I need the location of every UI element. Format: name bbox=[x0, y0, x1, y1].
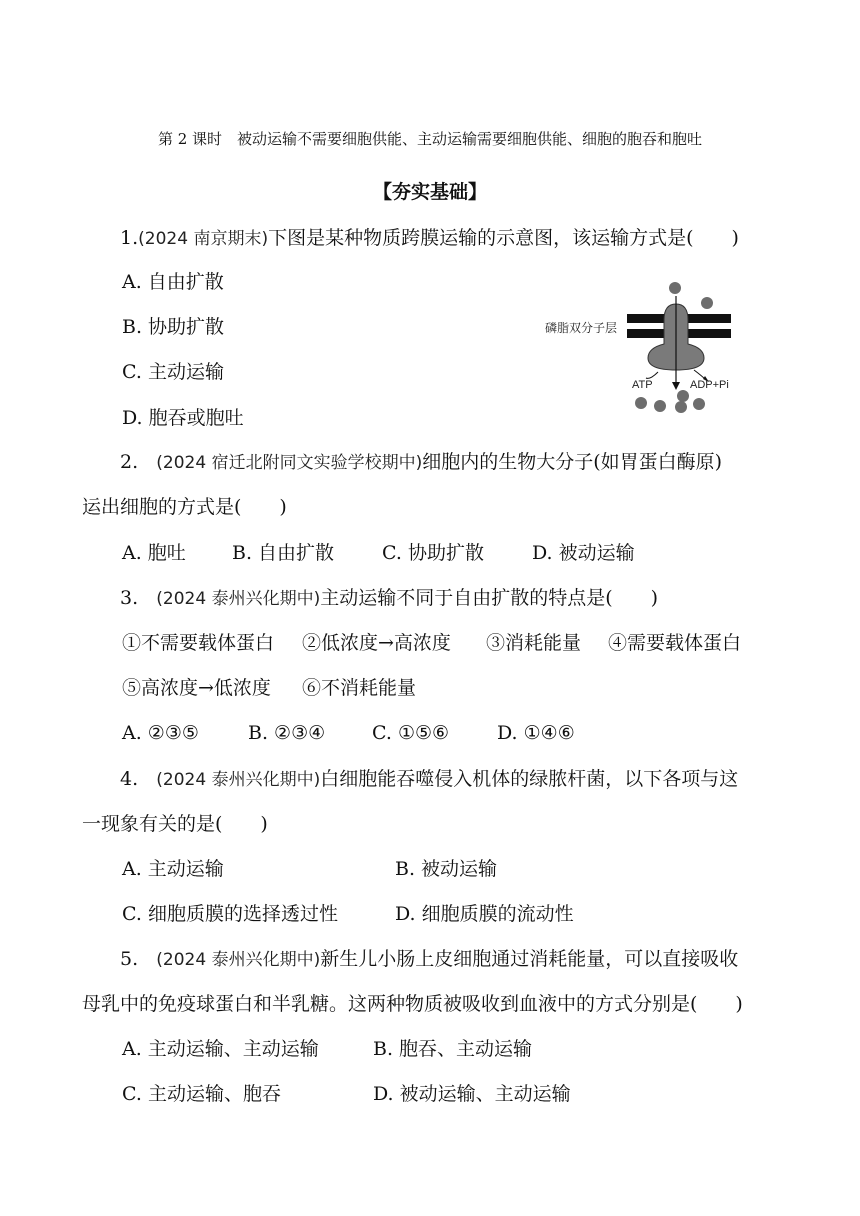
statement-6: ⑥不消耗能量 bbox=[302, 677, 417, 699]
statement-1: ①不需要载体蛋白 bbox=[122, 632, 275, 654]
question-1-stem bbox=[120, 226, 739, 251]
molecule-inside bbox=[654, 400, 666, 412]
molecule-inside bbox=[677, 390, 689, 402]
question-number: 1. bbox=[120, 227, 139, 249]
option-a[interactable]: A. 胞吐 bbox=[122, 542, 186, 564]
option-d[interactable]: D. 被动运输 bbox=[532, 542, 635, 564]
adp-label: ADP+Pi bbox=[690, 379, 729, 391]
option-a[interactable]: A. 主动运输 bbox=[122, 858, 224, 880]
lesson-title: 第 2 课时 被动运输不需要细胞供能、主动运输需要细胞供能、细胞的胞吞和胞吐 bbox=[157, 130, 703, 148]
statement-3: ③消耗能量 bbox=[486, 632, 582, 654]
question-2-stem bbox=[120, 450, 722, 475]
atp-label: ATP bbox=[632, 379, 653, 391]
option-b[interactable]: B. 自由扩散 bbox=[232, 542, 335, 564]
option-a[interactable]: A. 主动运输、主动运输 bbox=[122, 1038, 319, 1060]
question-3-stem bbox=[120, 586, 658, 611]
option-c[interactable]: C. 主动运输、胞吞 bbox=[122, 1083, 281, 1105]
question-source: (2024 宿迁北附同文实验学校期中) bbox=[156, 453, 423, 473]
question-5-stem bbox=[120, 947, 738, 972]
molecule-inside bbox=[675, 401, 687, 413]
statement-5: ⑤高浓度→低浓度 bbox=[122, 677, 271, 699]
molecule-outside bbox=[669, 282, 681, 294]
question-4-stem bbox=[120, 767, 738, 792]
question-text: 白细胞能吞噬侵入机体的绿脓杆菌，以下各项与这 bbox=[320, 768, 739, 790]
question-number: 4. bbox=[120, 768, 139, 790]
atp-arrow bbox=[646, 372, 658, 378]
membrane-transport-diagram bbox=[540, 276, 740, 416]
question-text: 新生儿小肠上皮细胞通过消耗能量，可以直接吸收 bbox=[320, 948, 739, 970]
option-c[interactable]: C. ①⑤⑥ bbox=[372, 722, 450, 744]
option-b[interactable]: B. ②③④ bbox=[248, 722, 326, 744]
question-text: 主动运输不同于自由扩散的特点是( ) bbox=[320, 587, 659, 609]
option-c[interactable]: C. 主动运输 bbox=[122, 361, 224, 383]
question-number: 2. bbox=[120, 451, 139, 473]
option-d[interactable]: D. 细胞质膜的流动性 bbox=[395, 903, 574, 925]
question-source: (2024 泰州兴化期中) bbox=[156, 770, 321, 790]
option-d[interactable]: D. 胞吞或胞吐 bbox=[122, 407, 244, 429]
option-c[interactable]: C. 协助扩散 bbox=[382, 542, 484, 564]
option-b[interactable]: B. 协助扩散 bbox=[122, 316, 225, 338]
question-text: 细胞内的生物大分子(如胃蛋白酶原) bbox=[422, 451, 723, 473]
statement-2: ②低浓度→高浓度 bbox=[302, 632, 451, 654]
section-title: 【夯实基础】 bbox=[372, 181, 487, 203]
question-2-stem-cont: 运出细胞的方式是( ) bbox=[82, 496, 287, 518]
option-d[interactable]: D. ①④⑥ bbox=[497, 722, 575, 744]
molecule-outside bbox=[701, 297, 713, 309]
option-a[interactable]: A. 自由扩散 bbox=[122, 271, 224, 293]
option-d[interactable]: D. 被动运输、主动运输 bbox=[373, 1083, 571, 1105]
question-number: 5. bbox=[120, 948, 139, 970]
membrane-label: 磷脂双分子层 bbox=[545, 321, 618, 335]
option-b[interactable]: B. 被动运输 bbox=[395, 858, 498, 880]
question-text: 下图是某种物质跨膜运输的示意图，该运输方式是( ) bbox=[268, 227, 739, 249]
question-number: 3. bbox=[120, 587, 139, 609]
option-b[interactable]: B. 胞吞、主动运输 bbox=[373, 1038, 533, 1060]
molecule-inside bbox=[693, 398, 705, 410]
molecule-inside bbox=[635, 397, 647, 409]
question-source: (2024 泰州兴化期中) bbox=[156, 589, 321, 609]
option-c[interactable]: C. 细胞质膜的选择透过性 bbox=[122, 903, 338, 925]
statement-4: ④需要载体蛋白 bbox=[608, 632, 742, 654]
arrow-head bbox=[672, 382, 680, 390]
question-source: (2024 泰州兴化期中) bbox=[156, 950, 321, 970]
question-5-stem-cont: 母乳中的免疫球蛋白和半乳糖。这两种物质被吸收到血液中的方式分别是( ) bbox=[82, 993, 743, 1015]
question-source: (2024 南京期末) bbox=[138, 229, 269, 249]
question-4-stem-cont: 一现象有关的是( ) bbox=[82, 813, 268, 835]
option-a[interactable]: A. ②③⑤ bbox=[122, 722, 199, 744]
